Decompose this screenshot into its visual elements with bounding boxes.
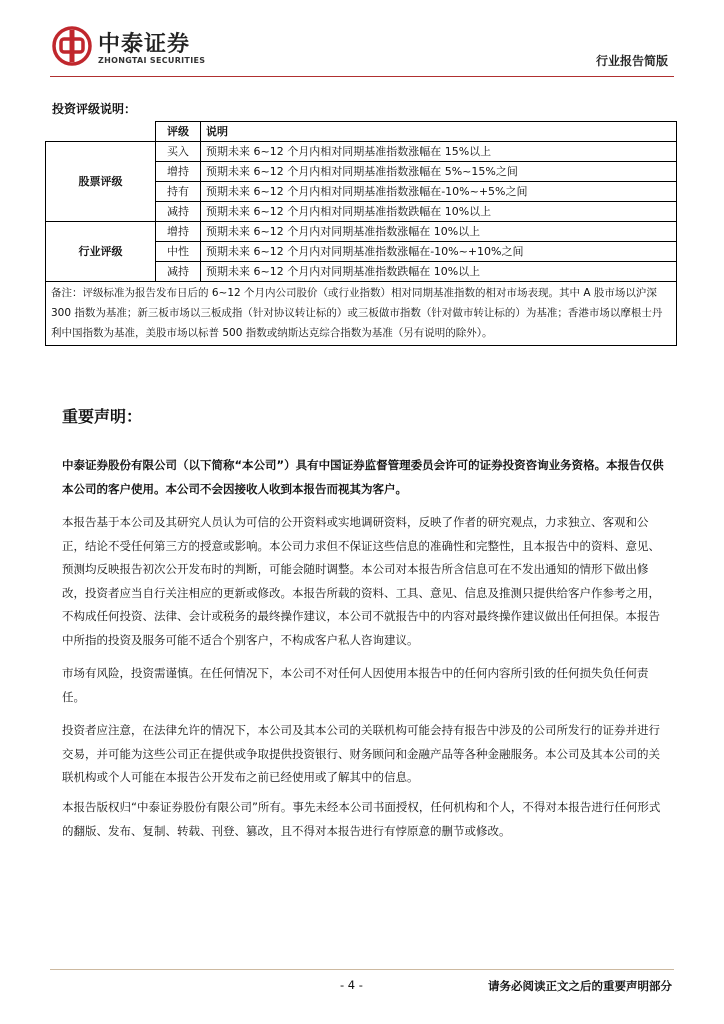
grade-cell: 买入 <box>156 142 201 162</box>
footer-divider <box>50 969 674 970</box>
footer-notice: 请务必阅读正文之后的重要声明部分 <box>488 979 672 993</box>
grade-cell: 持有 <box>156 182 201 202</box>
logo-company-name: 中泰证券 <box>98 32 191 57</box>
table-header-row <box>46 122 677 142</box>
header-divider <box>50 76 674 77</box>
report-type: 行业报告简版 <box>595 54 668 68</box>
table-note-row <box>46 282 677 346</box>
ratings-title: 投资评级说明： <box>52 102 137 116</box>
company-logo <box>52 26 222 72</box>
disclaimer-paragraph-copyright: 本报告版权归“中泰证券股份有限公司”所有。事先未经本公司书面授权，任何机构和个人，不得对本报告进行任何形式的翻版、发布、复制、转载、刊登、篡改，且不得对本报告进行有悖原意的删节或修改。 <box>62 800 661 838</box>
ratings-table <box>45 121 677 346</box>
logo-company-english: ZHONGTAI SECURITIES <box>98 56 206 65</box>
ratings-note: 备注：评级标准为报告发布日后的 6~12 个月内公司股价（或行业指数）相对同期基准指数的相对市场表现。其中 A 股市场以沪深 300 指数为基准；新三板市场以三板成指（针对协议转让标的）或三板做市指数（针对做市转让标的）为基准；香港市场以摩根士丹利中国指数为基准，美股市场以标普 500 指数或纳斯达克综合指数为基准（另有说明的除外）。 <box>46 282 677 346</box>
disclaimer-paragraph-qualification: 中泰证券股份有限公司（以下简称“本公司”）具有中国证券监督管理委员会许可的证券投资咨询业务资格。本报告仅供本公司的客户使用。本公司不会因接收人收到本报告而视其为客户。 <box>62 458 664 496</box>
desc-cell: 预期未来 6~12 个月内相对同期基准指数涨幅在-10%~+5%之间 <box>201 182 677 202</box>
desc-cell: 预期未来 6~12 个月内相对同期基准指数涨幅在 5%~15%之间 <box>201 162 677 182</box>
desc-cell: 预期未来 6~12 个月内对同期基准指数涨幅在-10%~+10%之间 <box>201 242 677 262</box>
disclaimer-paragraph-basis: 本报告基于本公司及其研究人员认为可信的公开资料或实地调研资料，反映了作者的研究观点，力求独立、客观和公正，结论不受任何第三方的授意或影响。本公司力求但不保证这些信息的准确性和完整性，且本报告中的资料、意见、预测均反映报告初次公开发布时的判断，可能会随时调整。本公司对本报告所含信息可在不发出通知的情形下做出修改，投资者应当自行关注相应的更新或修改。本报告所载的资料、工具、意见、信息及推测只提供给客户作参考之用，不构成任何投资、法律、会计或税务的最终操作建议，本公司不就报告中的内容对最终操作建议做出任何担保。本报告中所指的投资及服务可能不适合个别客户，不构成客户私人咨询建议。 <box>62 515 660 647</box>
grade-cell: 减持 <box>156 202 201 222</box>
disclaimer-paragraph-risk: 市场有风险，投资需谨慎。在任何情况下，本公司不对任何人因使用本报告中的任何内容所引致的任何损失负任何责任。 <box>62 666 649 704</box>
header-description: 说明 <box>201 122 677 142</box>
page-number: - 4 - <box>340 978 363 992</box>
header-grade: 评级 <box>156 122 201 142</box>
desc-cell: 预期未来 6~12 个月内相对同期基准指数涨幅在 15%以上 <box>201 142 677 162</box>
grade-cell: 减持 <box>156 262 201 282</box>
grade-cell: 中性 <box>156 242 201 262</box>
industry-rating-label: 行业评级 <box>46 222 156 282</box>
table-row <box>46 222 677 242</box>
desc-cell: 预期未来 6~12 个月内对同期基准指数涨幅在 10%以上 <box>201 222 677 242</box>
zhongtai-logo-icon <box>52 26 92 66</box>
empty-corner-cell <box>46 122 156 142</box>
disclaimer-title: 重要声明： <box>62 407 143 426</box>
grade-cell: 增持 <box>156 222 201 242</box>
table-row <box>46 142 677 162</box>
grade-cell: 增持 <box>156 162 201 182</box>
desc-cell: 预期未来 6~12 个月内对同期基准指数跌幅在 10%以上 <box>201 262 677 282</box>
stock-rating-label: 股票评级 <box>46 142 156 222</box>
desc-cell: 预期未来 6~12 个月内相对同期基准指数跌幅在 10%以上 <box>201 202 677 222</box>
disclaimer-paragraph-conflict: 投资者应注意，在法律允许的情况下，本公司及其本公司的关联机构可能会持有报告中涉及的公司所发行的证券并进行交易，并可能为这些公司正在提供或争取提供投资银行、财务顾问和金融产品等各种金融服务。本公司及其本公司的关联机构或个人可能在本报告公开发布之前已经使用或了解其中的信息。 <box>62 723 660 784</box>
